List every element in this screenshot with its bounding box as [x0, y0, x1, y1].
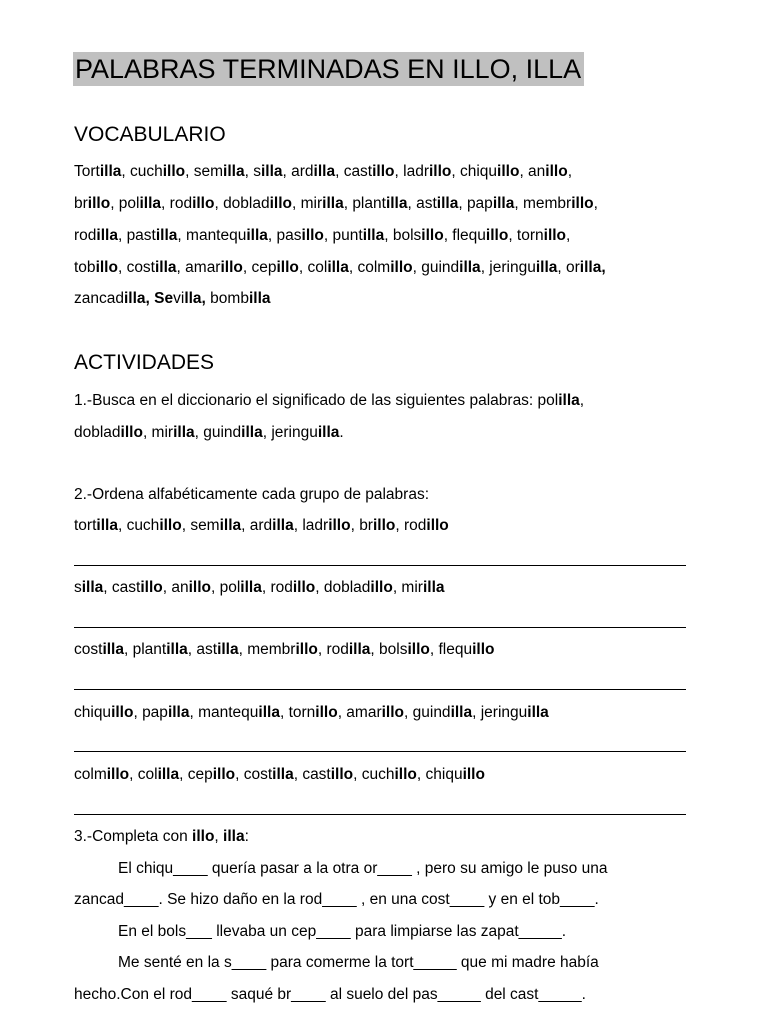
bold-ending: illa — [223, 828, 245, 845]
activity-3-line — [74, 986, 586, 1004]
bold-ending: illa, — [579, 259, 606, 276]
text-segment: , pas — [267, 227, 302, 244]
text-segment: , pol — [210, 579, 241, 596]
text-segment: , torn — [279, 704, 316, 721]
vocab-line — [74, 227, 570, 245]
text-segment: br — [74, 195, 88, 212]
bold-ending: illa — [99, 163, 122, 180]
text-segment: , rod — [261, 579, 293, 596]
text-segment: , membr — [238, 641, 296, 658]
bold-ending: illa — [217, 641, 239, 658]
bold-ending: illo — [497, 163, 520, 180]
text-segment: , an — [519, 163, 546, 180]
text-segment: , pap — [458, 195, 493, 212]
text-segment: , cast — [293, 766, 331, 783]
bold-ending: illa — [240, 579, 262, 596]
bold-ending: illa — [241, 424, 263, 441]
text-segment: tort — [74, 517, 97, 534]
bold-ending: illo — [212, 766, 236, 783]
text-segment: , — [579, 392, 585, 409]
bold-ending: illa — [459, 259, 481, 276]
text-segment: , chiqu — [416, 766, 463, 783]
bold-ending: illo — [140, 579, 163, 596]
text-segment: , or — [557, 259, 580, 276]
text-segment: , ard — [282, 163, 314, 180]
text-segment: tob — [74, 259, 96, 276]
bold-ending: illa — [166, 641, 188, 658]
bold-ending: illa — [96, 517, 118, 534]
text-segment: , past — [117, 227, 156, 244]
text-segment: , jeringu — [480, 259, 536, 276]
text-segment: Tort — [74, 163, 100, 180]
bold-ending: illo — [330, 766, 354, 783]
activity-2-intro: 2.-Ordena alfabéticamente cada grupo de palabras: — [74, 486, 430, 503]
text-segment: , br — [350, 517, 373, 534]
activity-3-line — [74, 891, 599, 909]
text-segment: , an — [162, 579, 189, 596]
bold-ending: illo — [372, 517, 396, 534]
bold-ending: illa — [223, 163, 245, 180]
bold-ending: illa — [155, 259, 177, 276]
text-segment: , — [593, 195, 598, 212]
text-segment: : — [244, 828, 249, 845]
text-segment: , membr — [514, 195, 572, 212]
text-segment: , guind — [194, 424, 242, 441]
bold-ending: illo — [462, 766, 485, 783]
bold-ending: illo — [571, 195, 594, 212]
bold-ending: illo — [269, 195, 293, 212]
bold-ending: illo — [87, 195, 111, 212]
answer-line — [74, 689, 686, 690]
text-segment: , cuch — [353, 766, 395, 783]
text-segment: 3.-Completa con — [74, 828, 193, 845]
answer-line — [74, 751, 686, 752]
bold-ending: illo — [276, 259, 299, 276]
bold-ending: illo — [390, 259, 413, 276]
bold-ending: illa — [81, 579, 104, 596]
text-segment: , pap — [133, 704, 168, 721]
bold-ending: illo — [120, 424, 143, 441]
text-segment: , chiqu — [451, 163, 498, 180]
activity-3-line — [118, 860, 607, 878]
activity-1-line — [74, 392, 584, 410]
bold-ending: illo — [370, 579, 393, 596]
text-segment: En el bols___ llevaba un cep____ para limpiarse las zapat_____. — [118, 923, 567, 940]
bold-ending: illa — [385, 195, 408, 212]
bold-ending: illa — [327, 259, 349, 276]
text-segment: , cuch — [121, 163, 163, 180]
bold-ending: illa — [96, 227, 118, 244]
bold-ending: illa — [322, 195, 344, 212]
activity-3-line — [118, 954, 599, 972]
text-segment: , punt — [323, 227, 363, 244]
text-segment: , cast — [103, 579, 141, 596]
text-segment: , cep — [179, 766, 213, 783]
text-segment: , flequ — [443, 227, 486, 244]
page-title: PALABRAS TERMINADAS EN ILLO, ILLA — [73, 52, 584, 86]
text-segment: , mir — [392, 579, 423, 596]
text-segment: , jeringu — [472, 704, 528, 721]
answer-line — [74, 565, 686, 566]
text-segment: , mantequ — [177, 227, 247, 244]
bold-ending: illo — [295, 641, 318, 658]
text-segment: cost — [74, 641, 103, 658]
text-segment: , amar — [337, 704, 382, 721]
bold-ending: illa — [260, 163, 283, 180]
bold-ending: illo — [426, 517, 449, 534]
bold-ending: illa — [219, 517, 242, 534]
text-segment: , cost — [117, 259, 155, 276]
text-segment: El chiqu____ quería pasar a la otra or____ , pero su amigo le puso una — [118, 860, 608, 877]
activity-1-line — [74, 424, 344, 442]
text-segment: , bols — [370, 641, 408, 658]
bold-ending: illo — [192, 195, 215, 212]
bold-ending: illa — [258, 704, 280, 721]
bold-ending: illo — [188, 579, 211, 596]
bold-ending: illa — [173, 424, 195, 441]
bold-ending: illa — [348, 641, 371, 658]
bold-ending: illo — [111, 704, 134, 721]
text-segment: , col — [129, 766, 158, 783]
bold-ending: illo — [220, 259, 243, 276]
activity-2-group — [74, 704, 549, 722]
text-segment: rod — [74, 227, 97, 244]
bold-ending: illa — [102, 641, 124, 658]
vocab-line — [74, 290, 271, 308]
bold-ending: illo — [106, 766, 130, 783]
bold-ending: illa — [535, 259, 558, 276]
bold-ending: illa — [313, 163, 336, 180]
bold-ending: illa — [157, 766, 180, 783]
activities-heading: ACTIVIDADES — [74, 351, 215, 374]
bold-ending: illo — [545, 163, 568, 180]
text-segment: Me senté en la s____ para comerme la tort_____ que mi madre había — [118, 954, 599, 971]
text-segment: chiqu — [74, 704, 112, 721]
text-segment: . — [339, 424, 344, 441]
text-segment: , sem — [185, 163, 224, 180]
text-segment: vi — [173, 290, 185, 307]
bold-ending: illo — [95, 259, 118, 276]
text-segment: , cep — [242, 259, 277, 276]
bold-ending: illa — [167, 704, 190, 721]
answer-line — [74, 627, 686, 628]
bold-ending: illa — [139, 195, 162, 212]
text-segment: , ast — [407, 195, 437, 212]
text-segment: , col — [298, 259, 328, 276]
text-segment: , doblad — [214, 195, 270, 212]
text-segment: , pol — [110, 195, 140, 212]
bold-ending: lla, — [184, 290, 211, 307]
bold-ending: illo — [192, 828, 215, 845]
bold-ending: illo — [292, 579, 316, 596]
text-segment: 1.-Busca en el diccionario el significado de las siguientes palabras: pol — [74, 392, 559, 409]
text-segment: , guind — [412, 259, 460, 276]
text-segment: , colm — [348, 259, 391, 276]
bold-ending: illa — [422, 579, 445, 596]
text-segment: , mir — [292, 195, 323, 212]
bold-ending: illo — [421, 227, 444, 244]
bold-ending: illo — [162, 163, 186, 180]
text-segment: , torn — [508, 227, 544, 244]
bold-ending: illa — [272, 517, 294, 534]
text-segment: , guind — [404, 704, 451, 721]
text-segment: , ladr — [293, 517, 329, 534]
text-segment: , — [214, 828, 224, 845]
bold-ending: illa — [246, 227, 268, 244]
activity-2-group — [74, 579, 445, 597]
activity-2-group — [74, 766, 485, 784]
text-segment: , cost — [235, 766, 273, 783]
bold-ending: illa — [272, 766, 294, 783]
bold-ending: illa — [450, 704, 473, 721]
text-segment: , cuch — [117, 517, 160, 534]
activity-3-line — [118, 923, 566, 941]
text-segment: , ladr — [394, 163, 429, 180]
text-segment: zancad____. Se hizo daño en la rod____ , en una cost____ y en el tob____. — [74, 891, 599, 908]
bold-ending: illa — [527, 704, 549, 721]
text-segment: , amar — [176, 259, 221, 276]
bold-ending: illa — [317, 424, 340, 441]
bold-ending: illa — [558, 392, 580, 409]
text-segment: , — [566, 227, 571, 244]
text-segment: , rod — [317, 641, 349, 658]
bold-ending: illo — [485, 227, 509, 244]
bold-ending: illa — [362, 227, 385, 244]
vocab-line — [74, 259, 606, 277]
bold-ending: illa — [492, 195, 515, 212]
text-segment: bomb — [210, 290, 249, 307]
text-segment: , s — [244, 163, 261, 180]
bold-ending: illo — [381, 704, 405, 721]
bold-ending: illo — [543, 227, 567, 244]
bold-ending: illo — [428, 163, 452, 180]
vocab-line — [74, 195, 598, 213]
answer-line — [74, 814, 686, 815]
text-segment: , cast — [335, 163, 373, 180]
text-segment: , mantequ — [189, 704, 259, 721]
bold-ending: illo — [472, 641, 495, 658]
text-segment: , flequ — [429, 641, 473, 658]
text-segment: , plant — [343, 195, 386, 212]
bold-ending: illo — [301, 227, 324, 244]
text-segment: , plant — [123, 641, 167, 658]
activity-2-group — [74, 517, 449, 535]
text-segment: , ast — [187, 641, 218, 658]
text-segment: , bols — [384, 227, 422, 244]
bold-ending: illo — [394, 766, 417, 783]
text-segment: colm — [74, 766, 107, 783]
bold-ending: illo — [328, 517, 351, 534]
text-segment: , mir — [142, 424, 174, 441]
text-segment: , rod — [395, 517, 427, 534]
text-segment: , sem — [181, 517, 220, 534]
bold-ending: illa, Se — [123, 290, 174, 307]
bold-ending: illo — [159, 517, 182, 534]
bold-ending: illa — [155, 227, 178, 244]
bold-ending: illo — [315, 704, 338, 721]
text-segment: , jeringu — [262, 424, 318, 441]
text-segment: s — [74, 579, 82, 596]
text-segment: doblad — [74, 424, 121, 441]
vocab-line — [74, 163, 572, 181]
text-segment: , — [567, 163, 572, 180]
bold-ending: illo — [372, 163, 395, 180]
vocab-heading: VOCABULARIO — [74, 123, 226, 146]
activity-3-line — [74, 828, 249, 846]
bold-ending: illa — [248, 290, 271, 307]
text-segment: zancad — [74, 290, 124, 307]
text-segment: hecho.Con el rod____ saqué br____ al suelo del pas_____ del cast_____. — [74, 986, 586, 1003]
bold-ending: illo — [407, 641, 430, 658]
text-segment: , ard — [241, 517, 273, 534]
bold-ending: illa — [436, 195, 459, 212]
text-segment: , doblad — [315, 579, 371, 596]
activity-2-group — [74, 641, 494, 659]
text-segment: , rod — [161, 195, 193, 212]
